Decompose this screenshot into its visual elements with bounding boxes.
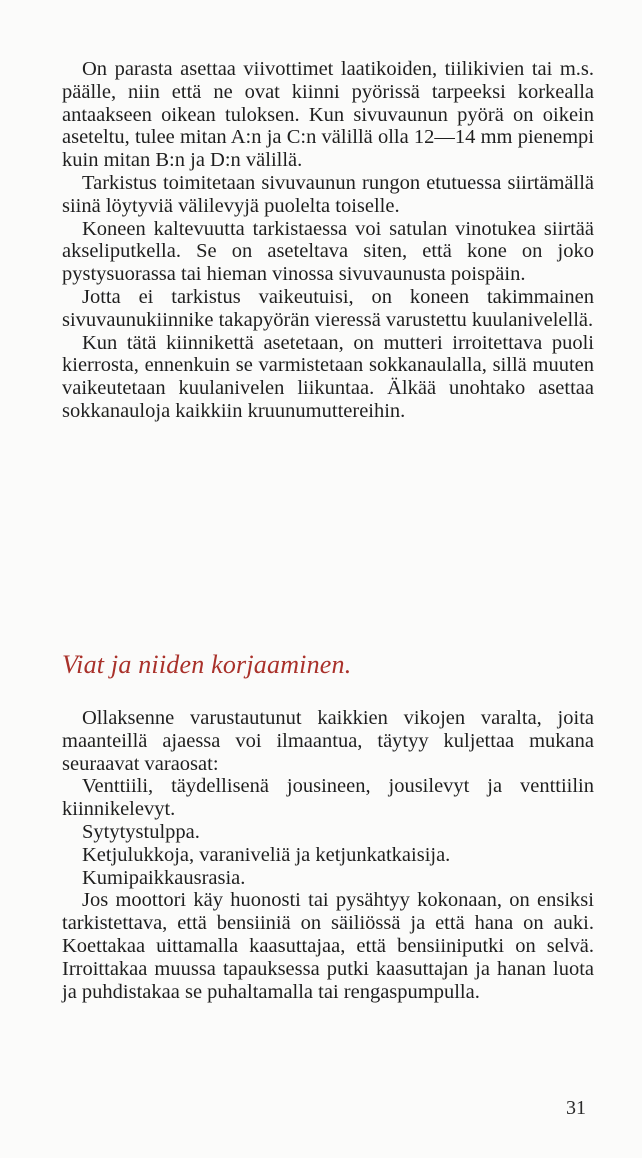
spare-part-chain-links: Ketjulukkoja, varaniveliä ja ketjunkatkaisija. bbox=[82, 843, 451, 866]
paragraph-measuring: On parasta asettaa viivottimet laatikoiden, tiilikivien tai m.s. päälle, niin että ne ovat kiinni pyörissä tarpeeksi korkealla antaakseen oikean tuloksen. Kun sivuvaunun pyörä on oikein aseteltu, tulee mitan A:n ja C:n välillä olla 12—14 mm pienempi kuin mitan B:n ja D:n välillä. bbox=[62, 58, 594, 172]
spare-part-spark-plug: Sytytystulppa. bbox=[82, 820, 200, 843]
body-text-section-1 bbox=[62, 58, 594, 423]
page-number: 31 bbox=[566, 1097, 586, 1119]
paragraph-engine-troubleshooting: Jos moottori käy huonosti tai pysähtyy kokonaan, on ensiksi tarkistettava, että bensiiniä on säiliössä ja että hana on auki. Koettakaa uittamalla kaasuttajaa, että bensiiniputki on selvä. Irroittakaa muussa tapauksessa putki kaasuttajan ja hanan luota ja puhdistakaa se puhaltamalla tai rengaspumpulla. bbox=[62, 889, 594, 1003]
body-text-section-2 bbox=[62, 707, 594, 1003]
paragraph-tilt: Koneen kaltevuutta tarkistaessa voi satulan vinotukea siirtää akseliputkella. Se on aseteltava siten, että kone on joko pystysuorassa tai hieman vinossa sivuvaunusta poispäin. bbox=[62, 217, 594, 286]
paragraph-cotter-pins: Kun tätä kiinnikettä asetetaan, on mutteri irroitettava puoli kierrosta, ennenkuin se varmistetaan sokkanaulalla, sillä muuten vaikeutetaan kuulanivelen liikuntaa. Älkää unohtako asettaa sokkanauloja kaikkiin kruunumuttereihin. bbox=[62, 331, 594, 422]
paragraph-front-support: Tarkistus toimitetaan sivuvaunun rungon etutuessa siirtämällä siinä löytyviä välilevyjä puolelta toiselle. bbox=[62, 171, 594, 217]
paragraph-spare-parts-intro: Ollaksenne varustautunut kaikkien vikojen varalta, joita maanteillä ajaessa voi ilmaantua, täytyy kuljettaa mukana seuraavat varaosat: bbox=[62, 707, 594, 775]
section-heading: Viat ja niiden korjaaminen. bbox=[62, 650, 352, 679]
paragraph-ball-joint: Jotta ei tarkistus vaikeutuisi, on koneen takimmainen sivuvaunukiinnike takapyörän vieressä varustettu kuulanivelellä. bbox=[62, 285, 594, 331]
spare-part-patch-kit: Kumipaikkausrasia. bbox=[82, 866, 246, 889]
spare-part-valve: Venttiili, täydellisenä jousineen, jousilevyt ja venttiilin kiinnikelevyt. bbox=[62, 775, 594, 821]
